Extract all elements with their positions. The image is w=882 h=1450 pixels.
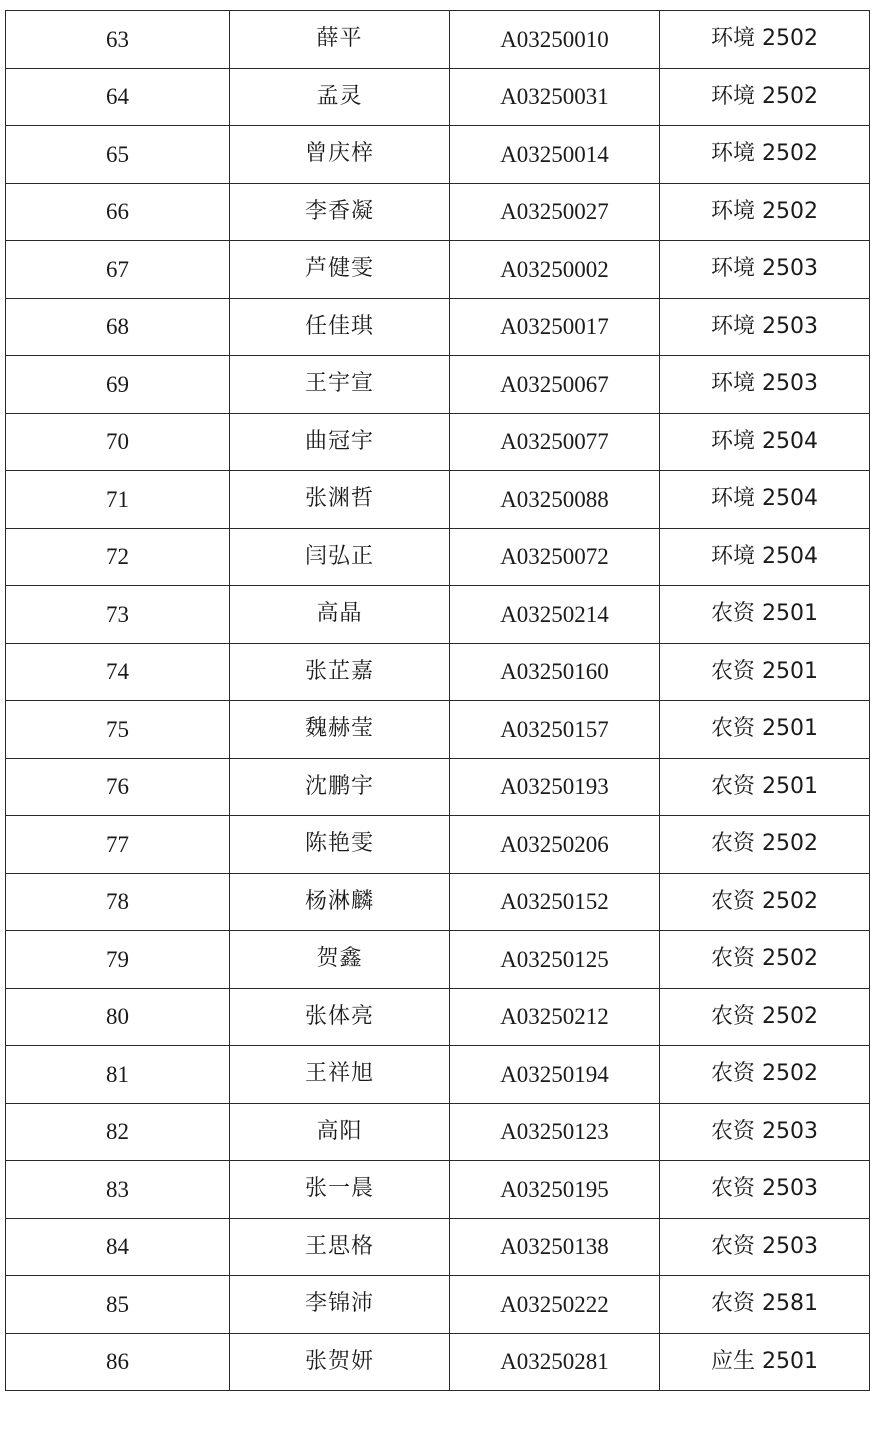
row-number: 64	[6, 68, 230, 126]
table-row	[6, 68, 870, 126]
class-name: 农资 2502	[660, 988, 870, 1046]
table-row	[6, 1276, 870, 1334]
student-name: 张芷嘉	[230, 643, 450, 701]
class-name: 农资 2502	[660, 816, 870, 874]
table-row	[6, 873, 870, 931]
class-name: 农资 2503	[660, 1218, 870, 1276]
table-row	[6, 183, 870, 241]
class-name: 农资 2503	[660, 1161, 870, 1219]
student-id: A03250157	[450, 701, 660, 759]
student-id: A03250214	[450, 586, 660, 644]
row-number: 66	[6, 183, 230, 241]
class-name: 农资 2502	[660, 931, 870, 989]
class-name: 环境 2503	[660, 241, 870, 299]
student-id: A03250002	[450, 241, 660, 299]
row-number: 73	[6, 586, 230, 644]
class-name: 环境 2503	[660, 356, 870, 414]
row-number: 74	[6, 643, 230, 701]
student-id: A03250027	[450, 183, 660, 241]
student-name: 王祥旭	[230, 1046, 450, 1104]
table-row	[6, 1103, 870, 1161]
table-row	[6, 1218, 870, 1276]
class-name: 环境 2504	[660, 471, 870, 529]
class-name: 环境 2502	[660, 126, 870, 184]
student-id: A03250194	[450, 1046, 660, 1104]
table-row	[6, 298, 870, 356]
student-id: A03250088	[450, 471, 660, 529]
class-name: 农资 2501	[660, 643, 870, 701]
row-number: 78	[6, 873, 230, 931]
row-number: 67	[6, 241, 230, 299]
student-id: A03250031	[450, 68, 660, 126]
table-row	[6, 241, 870, 299]
student-name: 张体亮	[230, 988, 450, 1046]
row-number: 83	[6, 1161, 230, 1219]
student-name: 薛平	[230, 11, 450, 69]
student-id: A03250010	[450, 11, 660, 69]
student-id: A03250212	[450, 988, 660, 1046]
class-name: 农资 2501	[660, 701, 870, 759]
table-row	[6, 356, 870, 414]
class-name: 农资 2503	[660, 1103, 870, 1161]
student-name: 孟灵	[230, 68, 450, 126]
student-id: A03250160	[450, 643, 660, 701]
student-name: 闫弘正	[230, 528, 450, 586]
table-row	[6, 816, 870, 874]
student-name: 张贺妍	[230, 1333, 450, 1391]
class-name: 农资 2501	[660, 758, 870, 816]
student-name: 芦健雯	[230, 241, 450, 299]
row-number: 68	[6, 298, 230, 356]
class-name: 环境 2504	[660, 413, 870, 471]
student-name: 杨淋麟	[230, 873, 450, 931]
table-row	[6, 1333, 870, 1391]
student-name: 任佳琪	[230, 298, 450, 356]
student-id: A03250281	[450, 1333, 660, 1391]
class-name: 环境 2502	[660, 68, 870, 126]
student-id: A03250014	[450, 126, 660, 184]
table-row	[6, 931, 870, 989]
student-id: A03250067	[450, 356, 660, 414]
table-row	[6, 471, 870, 529]
student-name: 高阳	[230, 1103, 450, 1161]
row-number: 81	[6, 1046, 230, 1104]
row-number: 82	[6, 1103, 230, 1161]
table-row	[6, 586, 870, 644]
student-name: 高晶	[230, 586, 450, 644]
student-name: 王思格	[230, 1218, 450, 1276]
row-number: 63	[6, 11, 230, 69]
student-name: 魏赫莹	[230, 701, 450, 759]
student-name: 张渊哲	[230, 471, 450, 529]
student-id: A03250125	[450, 931, 660, 989]
table-row	[6, 988, 870, 1046]
row-number: 86	[6, 1333, 230, 1391]
class-name: 环境 2504	[660, 528, 870, 586]
row-number: 79	[6, 931, 230, 989]
row-number: 69	[6, 356, 230, 414]
student-id: A03250077	[450, 413, 660, 471]
student-id: A03250222	[450, 1276, 660, 1334]
row-number: 75	[6, 701, 230, 759]
student-name: 王宇宣	[230, 356, 450, 414]
table-row	[6, 413, 870, 471]
row-number: 77	[6, 816, 230, 874]
class-name: 环境 2502	[660, 183, 870, 241]
student-name: 张一晨	[230, 1161, 450, 1219]
row-number: 70	[6, 413, 230, 471]
student-id: A03250123	[450, 1103, 660, 1161]
class-name: 农资 2501	[660, 586, 870, 644]
student-name: 沈鹏宇	[230, 758, 450, 816]
student-name: 陈艳雯	[230, 816, 450, 874]
table-row	[6, 11, 870, 69]
table-row	[6, 643, 870, 701]
table-row	[6, 126, 870, 184]
row-number: 85	[6, 1276, 230, 1334]
table-row	[6, 758, 870, 816]
class-name: 农资 2581	[660, 1276, 870, 1334]
student-name: 曾庆梓	[230, 126, 450, 184]
student-name: 曲冠宇	[230, 413, 450, 471]
roster-body	[6, 11, 870, 1391]
student-id: A03250195	[450, 1161, 660, 1219]
student-id: A03250072	[450, 528, 660, 586]
student-id: A03250152	[450, 873, 660, 931]
class-name: 农资 2502	[660, 1046, 870, 1104]
student-name: 李锦沛	[230, 1276, 450, 1334]
row-number: 84	[6, 1218, 230, 1276]
student-id: A03250206	[450, 816, 660, 874]
class-name: 环境 2503	[660, 298, 870, 356]
row-number: 71	[6, 471, 230, 529]
student-id: A03250193	[450, 758, 660, 816]
row-number: 80	[6, 988, 230, 1046]
row-number: 72	[6, 528, 230, 586]
table-row	[6, 528, 870, 586]
student-id: A03250017	[450, 298, 660, 356]
student-id: A03250138	[450, 1218, 660, 1276]
student-name: 贺鑫	[230, 931, 450, 989]
table-row	[6, 1161, 870, 1219]
row-number: 65	[6, 126, 230, 184]
table-row	[6, 1046, 870, 1104]
class-name: 农资 2502	[660, 873, 870, 931]
student-name: 李香凝	[230, 183, 450, 241]
roster-table	[5, 10, 870, 1391]
row-number: 76	[6, 758, 230, 816]
class-name: 应生 2501	[660, 1333, 870, 1391]
class-name: 环境 2502	[660, 11, 870, 69]
table-row	[6, 701, 870, 759]
